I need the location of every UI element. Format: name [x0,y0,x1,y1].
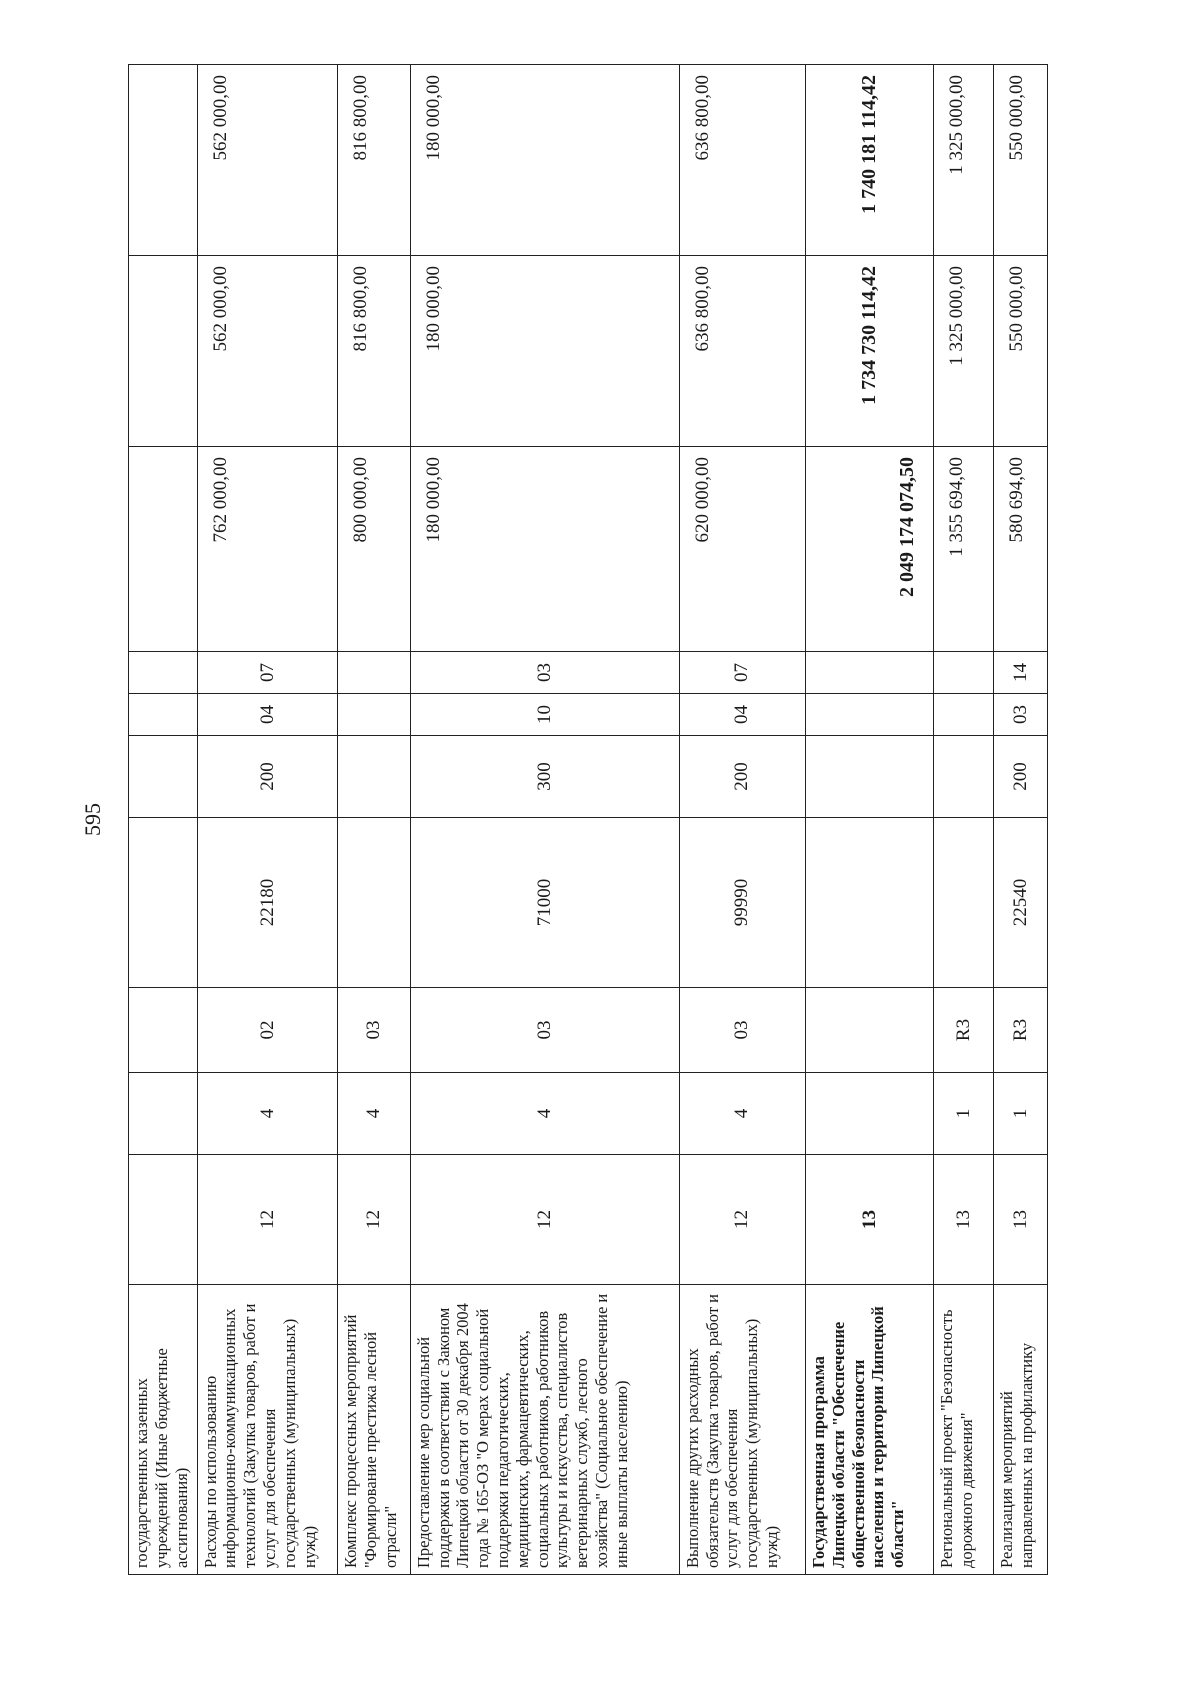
table-row [129,65,198,1575]
program-code: 13 [805,1155,933,1285]
table-row [994,65,1048,1575]
direction-code: 99990 [679,818,805,988]
direction-code [129,818,198,988]
subprogram-code: 4 [410,1073,679,1155]
activity-code: 03 [338,988,410,1073]
direction-code [805,818,933,988]
amount-year-2: 636 800,00 [679,256,805,447]
amount-year-2: 550 000,00 [994,256,1048,447]
amount-year-1: 180 000,00 [410,447,679,652]
row-name: Комплекс процессных мероприятий "Формирование престижа лесной отрасли" [338,1285,410,1575]
expense-type-code: 300 [410,736,679,818]
program-code: 12 [197,1155,338,1285]
section-code: 03 [994,694,1048,736]
expense-type-code [805,736,933,818]
budget-table [128,64,1048,1575]
amount-year-1: 800 000,00 [338,447,410,652]
row-name: государственных казенных учреждений (Иные бюджетные ассигнования) [129,1285,198,1575]
direction-code: 22180 [197,818,338,988]
section-code [338,694,410,736]
activity-code: 03 [410,988,679,1073]
expense-type-code [338,736,410,818]
amount-year-1: 580 694,00 [994,447,1048,652]
section-code [129,694,198,736]
amount-year-3: 816 800,00 [338,65,410,256]
subprogram-code [129,1073,198,1155]
section-code [934,694,994,736]
program-code [129,1155,198,1285]
expense-type-code: 200 [679,736,805,818]
table-row [338,65,410,1575]
direction-code [338,818,410,988]
subprogram-code [805,1073,933,1155]
activity-code: 03 [679,988,805,1073]
section-code: 04 [197,694,338,736]
program-code: 12 [679,1155,805,1285]
expense-type-code: 200 [994,736,1048,818]
direction-code: 22540 [994,818,1048,988]
activity-code: R3 [994,988,1048,1073]
expense-type-code: 200 [197,736,338,818]
subsection-code: 14 [994,652,1048,694]
subprogram-code: 1 [994,1073,1048,1155]
amount-year-3: 1 740 181 114,42 [805,65,933,256]
subsection-code [129,652,198,694]
program-code: 13 [994,1155,1048,1285]
amount-year-2: 816 800,00 [338,256,410,447]
page-number: 595 [80,803,105,836]
amount-year-1: 620 000,00 [679,447,805,652]
subprogram-code: 4 [197,1073,338,1155]
subsection-code [934,652,994,694]
table-row [679,65,805,1575]
subsection-code: 07 [679,652,805,694]
subsection-code: 07 [197,652,338,694]
subsection-code [338,652,410,694]
table-row [934,65,994,1575]
subprogram-code: 4 [338,1073,410,1155]
amount-year-3: 550 000,00 [994,65,1048,256]
row-name: Региональный проект "Безопасность дорожного движения" [934,1285,994,1575]
subsection-code [805,652,933,694]
section-code: 10 [410,694,679,736]
row-name: Расходы по использованию информационно-коммуникационных технологий (Закупка товаров, работ и услуг для обеспечения государственных (муниципальных) нужд) [197,1285,338,1575]
table-row [410,65,679,1575]
subsection-code: 03 [410,652,679,694]
budget-table-container [128,65,1048,1575]
direction-code: 71000 [410,818,679,988]
amount-year-2: 1 734 730 114,42 [805,256,933,447]
row-name: Выполнение других расходных обязательств (Закупка товаров, работ и услуг для обеспечения государственных (муниципальных) нужд) [679,1285,805,1575]
section-code: 04 [679,694,805,736]
amount-year-3: 562 000,00 [197,65,338,256]
row-name: Предоставление мер социальной поддержки в соответствии с Законом Липецкой области от 30 декабря 2004 года № 165-ОЗ "О мерах социальной поддержки педагогических, медицинских, фармацевтических, социальных работников, работников культуры и искусства, специалистов ветеринарных служб, лесного хозяйства" (Социальное обеспечение и иные выплаты населению) [410,1285,679,1575]
activity-code: 02 [197,988,338,1073]
amount-year-2 [129,256,198,447]
activity-code [129,988,198,1073]
program-code: 13 [934,1155,994,1285]
amount-year-2: 1 325 000,00 [934,256,994,447]
amount-year-3: 636 800,00 [679,65,805,256]
activity-code: R3 [934,988,994,1073]
amount-year-1: 2 049 174 074,50 [805,447,933,652]
amount-year-3: 180 000,00 [410,65,679,256]
table-row [197,65,338,1575]
amount-year-3 [129,65,198,256]
subprogram-code: 4 [679,1073,805,1155]
section-code [805,694,933,736]
direction-code [934,818,994,988]
amount-year-2: 180 000,00 [410,256,679,447]
expense-type-code [129,736,198,818]
row-name: Реализация мероприятий направленных на профилактику [994,1285,1048,1575]
amount-year-1: 762 000,00 [197,447,338,652]
activity-code [805,988,933,1073]
amount-year-1 [129,447,198,652]
expense-type-code [934,736,994,818]
row-name: Государственная программа Липецкой области "Обеспечение общественной безопасности населения и территории Липецкой области" [805,1285,933,1575]
amount-year-2: 562 000,00 [197,256,338,447]
amount-year-3: 1 325 000,00 [934,65,994,256]
program-code: 12 [410,1155,679,1285]
subprogram-code: 1 [934,1073,994,1155]
table-row [805,65,933,1575]
amount-year-1: 1 355 694,00 [934,447,994,652]
program-code: 12 [338,1155,410,1285]
